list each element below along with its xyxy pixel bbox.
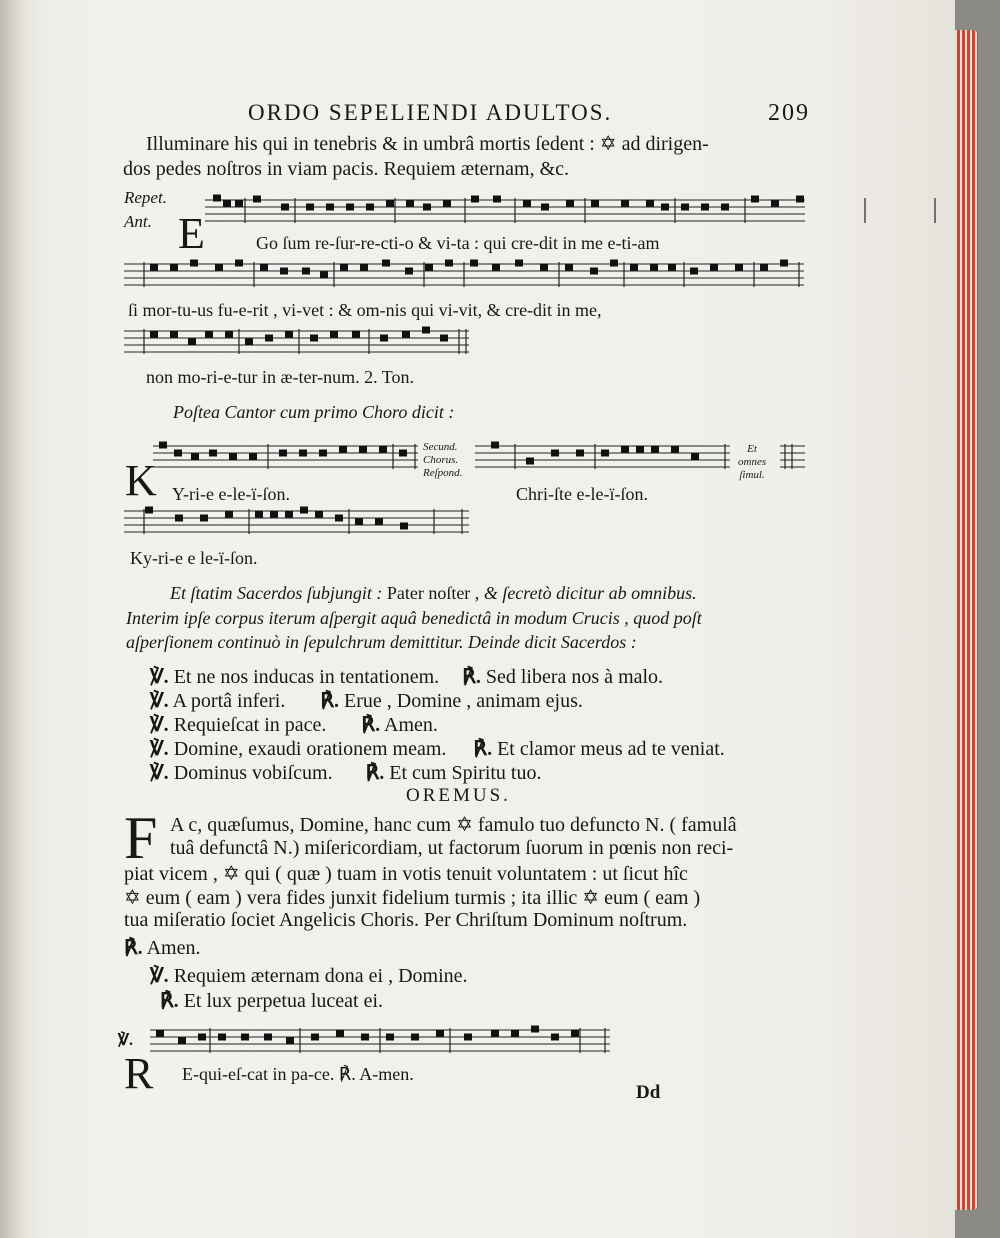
chant-note <box>464 1034 472 1041</box>
all-together-line: Et <box>747 443 757 455</box>
prayer-line-1: A c, quæſumus, Domine, hanc cum ✡ famulo tuo defuncto N. ( famulâ <box>170 814 737 836</box>
chant-note <box>264 1034 272 1041</box>
antiphon-lyrics-3: non mo-ri-e-tur in æ-ter-num. 2. Ton. <box>146 367 414 387</box>
chant-note <box>159 442 167 449</box>
versicle-text: Et ne nos inducas in tentationem. <box>173 666 440 688</box>
final-chant-initial: R <box>124 1049 154 1098</box>
chant-note <box>621 200 629 207</box>
chant-note <box>190 260 198 267</box>
chant-note <box>571 1030 579 1037</box>
response-text: Et clamor meus ad te veniat. <box>497 738 725 760</box>
chant-note <box>646 200 654 207</box>
chant-note <box>213 195 221 202</box>
versicle-text: Dominus vobiſcum. <box>173 762 333 784</box>
chant-note <box>355 519 363 526</box>
response-symbol: ℟. <box>462 666 481 688</box>
chant-note <box>360 264 368 271</box>
chant-note <box>300 507 308 514</box>
all-together-line: ſimul. <box>739 469 765 481</box>
chant-note <box>245 339 253 346</box>
chant-note <box>145 507 153 514</box>
final-versicle-label: ℣. <box>118 1032 133 1049</box>
chant-note <box>150 331 158 338</box>
chant-note <box>591 200 599 207</box>
chant-note <box>423 204 431 211</box>
response-symbol: ℟. <box>365 762 385 784</box>
response-text: Amen. <box>384 714 438 736</box>
chant-note <box>380 335 388 342</box>
chant-note <box>406 200 414 207</box>
response-symbol: ℟. <box>160 990 179 1012</box>
chant-note <box>188 339 196 346</box>
chant-note <box>491 1030 499 1037</box>
kyrie-lyrics-1: Y-ri-e e-le-ï-ſon. <box>172 484 290 504</box>
chant-note <box>651 446 659 453</box>
chant-note <box>515 260 523 267</box>
chant-note <box>223 200 231 207</box>
chant-note <box>551 1034 559 1041</box>
chant-note <box>361 1034 369 1041</box>
response-text: Et lux perpetua luceat ei. <box>183 990 384 1012</box>
oremus-heading: OREMUS. <box>406 785 511 806</box>
versicle-symbol: ℣. <box>150 965 169 987</box>
chant-staff <box>124 325 469 359</box>
second-choir-line: Secund. <box>423 441 458 453</box>
rubric-italic: & ſecretò dicitur ab omnibus. <box>483 583 697 603</box>
chant-note <box>540 264 548 271</box>
page-number: 209 <box>768 100 810 126</box>
chant-note <box>359 446 367 453</box>
chant-note <box>340 264 348 271</box>
chant-note <box>405 268 413 275</box>
prayer-line-2: tuâ defunctâ N.) miſericordiam, ut factorum ſuorum in pœnis non reci- <box>170 837 734 859</box>
rubric-italic: Et ſtatim Sacerdos ſubjungit : <box>170 583 383 603</box>
all-together-line: omnes <box>738 456 767 468</box>
rubric-line-2: Interim ipſe corpus iterum aſpergit aquâ benedictâ in modum Crucis , quod poſt <box>126 608 702 628</box>
kyrie-lyrics-2: Chri-ſte e-le-ï-ſon. <box>516 484 648 504</box>
intro-line-1: Illuminare his qui in tenebris & in umbrâ mortis ſedent : ✡ ad dirigen- <box>146 133 709 155</box>
chant-note <box>253 196 261 203</box>
versicle-symbol: ℣. <box>150 690 169 712</box>
chant-note <box>610 260 618 267</box>
chant-note <box>319 450 327 457</box>
versicle-row <box>150 664 663 689</box>
chant-note <box>630 264 638 271</box>
response-text: Erue , Domine , animam ejus. <box>344 690 583 712</box>
prayer-amen <box>124 935 200 960</box>
chant-note <box>218 1034 226 1041</box>
chant-note <box>326 204 334 211</box>
chant-note <box>440 335 448 342</box>
antiphon-label-repet: Repet. <box>124 188 167 207</box>
chant-note <box>352 331 360 338</box>
chant-note <box>225 511 233 518</box>
chant-note <box>235 260 243 267</box>
chant-note <box>511 1030 519 1037</box>
chant-note <box>336 1030 344 1037</box>
chant-note <box>661 204 669 211</box>
chant-staff <box>124 505 469 539</box>
chant-note <box>690 268 698 275</box>
chant-note <box>400 523 408 530</box>
chant-note <box>200 515 208 522</box>
chant-staff <box>475 440 730 474</box>
chant-note <box>209 450 217 457</box>
chant-note <box>205 331 213 338</box>
chant-note <box>215 264 223 271</box>
chant-note <box>315 511 323 518</box>
chant-note <box>771 200 779 207</box>
chant-note <box>260 264 268 271</box>
versicle-text: A portâ inferi. <box>172 690 286 712</box>
final-chant-lyrics: E-qui-eſ-cat in pa-ce. ℟. A-men. <box>182 1064 414 1084</box>
chant-note <box>249 454 257 461</box>
chant-note <box>565 264 573 271</box>
chant-note <box>386 1034 394 1041</box>
antiphon-lyrics-1: Go ſum re-ſur-re-cti-o & vi-ta : qui cre-dit in me e-ti-am <box>256 233 660 253</box>
chant-staff <box>780 440 805 474</box>
chant-note <box>796 196 804 203</box>
chant-note <box>721 204 729 211</box>
chant-note <box>191 454 199 461</box>
chant-note <box>270 511 278 518</box>
prayer-line-4: ✡ eum ( eam ) vera fides junxit fidelium turmis ; ita illic ✡ eum ( eam ) <box>124 887 701 909</box>
chant-note <box>311 1034 319 1041</box>
chant-note <box>265 335 273 342</box>
closing-versicle <box>150 963 468 988</box>
chant-note <box>286 1038 294 1045</box>
chant-note <box>306 204 314 211</box>
chant-note <box>255 511 263 518</box>
chant-note <box>531 1026 539 1033</box>
chant-note <box>302 268 310 275</box>
versicle-symbol: ℣. <box>150 666 169 688</box>
chant-note <box>379 446 387 453</box>
chant-note <box>735 264 743 271</box>
response-symbol: ℟. <box>361 714 381 736</box>
second-choir-line: Reſpond. <box>423 467 463 479</box>
chant-note <box>281 204 289 211</box>
chant-note <box>411 1034 419 1041</box>
chant-note <box>198 1034 206 1041</box>
chant-staff <box>153 440 418 474</box>
antiphon-label-ant: Ant. <box>124 212 152 231</box>
chant-note <box>175 515 183 522</box>
chant-note <box>241 1034 249 1041</box>
chant-note <box>170 264 178 271</box>
chant-note <box>493 196 501 203</box>
chant-note <box>170 331 178 338</box>
chant-note <box>178 1038 186 1045</box>
chant-note <box>235 200 243 207</box>
response-symbol: ℟. <box>124 937 143 959</box>
all-together-note <box>738 443 766 482</box>
response-text: Et cum Spiritu tuo. <box>389 762 542 784</box>
chant-note <box>399 450 407 457</box>
prayer-line-3: piat vicem , ✡ qui ( quæ ) tuam in votis tenuit voluntatem : ut ſicut hîc <box>124 863 688 885</box>
chant-note <box>335 515 343 522</box>
response-symbol: ℟. <box>473 738 493 760</box>
chant-note <box>760 264 768 271</box>
kyrie-lyrics-3: Ky-ri-e e le-ï-ſon. <box>130 548 258 568</box>
chant-note <box>650 264 658 271</box>
chant-note <box>299 450 307 457</box>
chant-note <box>225 331 233 338</box>
chant-note <box>470 260 478 267</box>
versicle-symbol: ℣. <box>150 714 169 736</box>
book-spine <box>0 0 22 1238</box>
versicle-row <box>150 736 725 761</box>
antiphon-lyrics-2: ſi mor-tu-us fu-e-rit , vi-vet : & om-nis qui vi-vit, & cre-dit in me, <box>128 300 602 320</box>
chant-note <box>671 446 679 453</box>
chant-note <box>780 260 788 267</box>
chant-note <box>425 264 433 271</box>
versicle-symbol: ℣. <box>150 738 169 760</box>
prayer-line-5: tua miſeratio ſociet Angelicis Choris. Per Chriſtum Dominum noſtrum. <box>124 909 688 931</box>
chant-note <box>279 450 287 457</box>
rubric-line-3: aſperſionem continuò in ſepulchrum demittitur. Deinde dicit Sacerdos : <box>126 632 637 652</box>
versicle-text: Requiem æternam dona ei , Domine. <box>173 965 468 987</box>
response-text: Sed libera nos à malo. <box>485 666 664 688</box>
chant-staff <box>150 1024 610 1058</box>
closing-response <box>160 988 383 1013</box>
chant-note <box>590 268 598 275</box>
chant-note <box>541 204 549 211</box>
chant-note <box>445 260 453 267</box>
second-choir-note <box>423 441 462 480</box>
chant-note <box>422 327 430 334</box>
chant-note <box>443 200 451 207</box>
chant-note <box>339 446 347 453</box>
chant-note <box>701 204 709 211</box>
chant-note <box>566 200 574 207</box>
intro-line-2: dos pedes noſtros in viam pacis. Requiem æternam, &c. <box>123 158 570 180</box>
chant-note <box>386 200 394 207</box>
chant-note <box>551 450 559 457</box>
chant-note <box>492 264 500 271</box>
signature-mark: Dd <box>636 1082 661 1103</box>
chant-note <box>229 454 237 461</box>
antiphon-initial: E <box>178 209 205 258</box>
chant-note <box>621 446 629 453</box>
chant-note <box>491 442 499 449</box>
chant-note <box>285 511 293 518</box>
versicle-text: Domine, exaudi orationem meam. <box>173 738 447 760</box>
chant-staff <box>205 194 805 228</box>
chant-note <box>375 519 383 526</box>
second-choir-line: Chorus. <box>423 454 459 466</box>
page-edge <box>952 30 978 1210</box>
chant-note <box>310 335 318 342</box>
rubric-line-1 <box>170 583 697 604</box>
versicle-row <box>150 688 583 713</box>
rubric-roman: Pater noſter , <box>386 583 480 603</box>
chant-note <box>366 204 374 211</box>
response-symbol: ℟. <box>320 690 340 712</box>
chant-note <box>330 331 338 338</box>
kyrie-initial: K <box>125 456 157 505</box>
chant-note <box>280 268 288 275</box>
versicle-row <box>150 712 438 737</box>
chant-note <box>710 264 718 271</box>
prayer-initial: F <box>124 805 158 871</box>
chant-note <box>285 331 293 338</box>
chant-note <box>346 204 354 211</box>
chant-note <box>668 264 676 271</box>
chant-note <box>691 454 699 461</box>
chant-staff <box>124 258 804 292</box>
chant-note <box>174 450 182 457</box>
versicle-symbol: ℣. <box>150 762 169 784</box>
versicle-row <box>150 760 541 785</box>
versicle-text: Requieſcat in pace. <box>173 714 327 736</box>
chant-note <box>471 196 479 203</box>
chant-note <box>681 204 689 211</box>
amen-text: Amen. <box>146 937 201 959</box>
chant-note <box>150 264 158 271</box>
chant-note <box>156 1030 164 1037</box>
chant-note <box>320 272 328 279</box>
chant-note <box>751 196 759 203</box>
chant-note <box>523 200 531 207</box>
chant-note <box>402 331 410 338</box>
chant-note <box>576 450 584 457</box>
chant-note <box>436 1030 444 1037</box>
chant-note <box>636 446 644 453</box>
chant-note <box>382 260 390 267</box>
kyrie-rubric: Poſtea Cantor cum primo Choro dicit : <box>173 402 455 422</box>
chant-note <box>601 450 609 457</box>
chant-note <box>526 458 534 465</box>
running-title: ORDO SEPELIENDI ADULTOS. <box>248 100 613 125</box>
